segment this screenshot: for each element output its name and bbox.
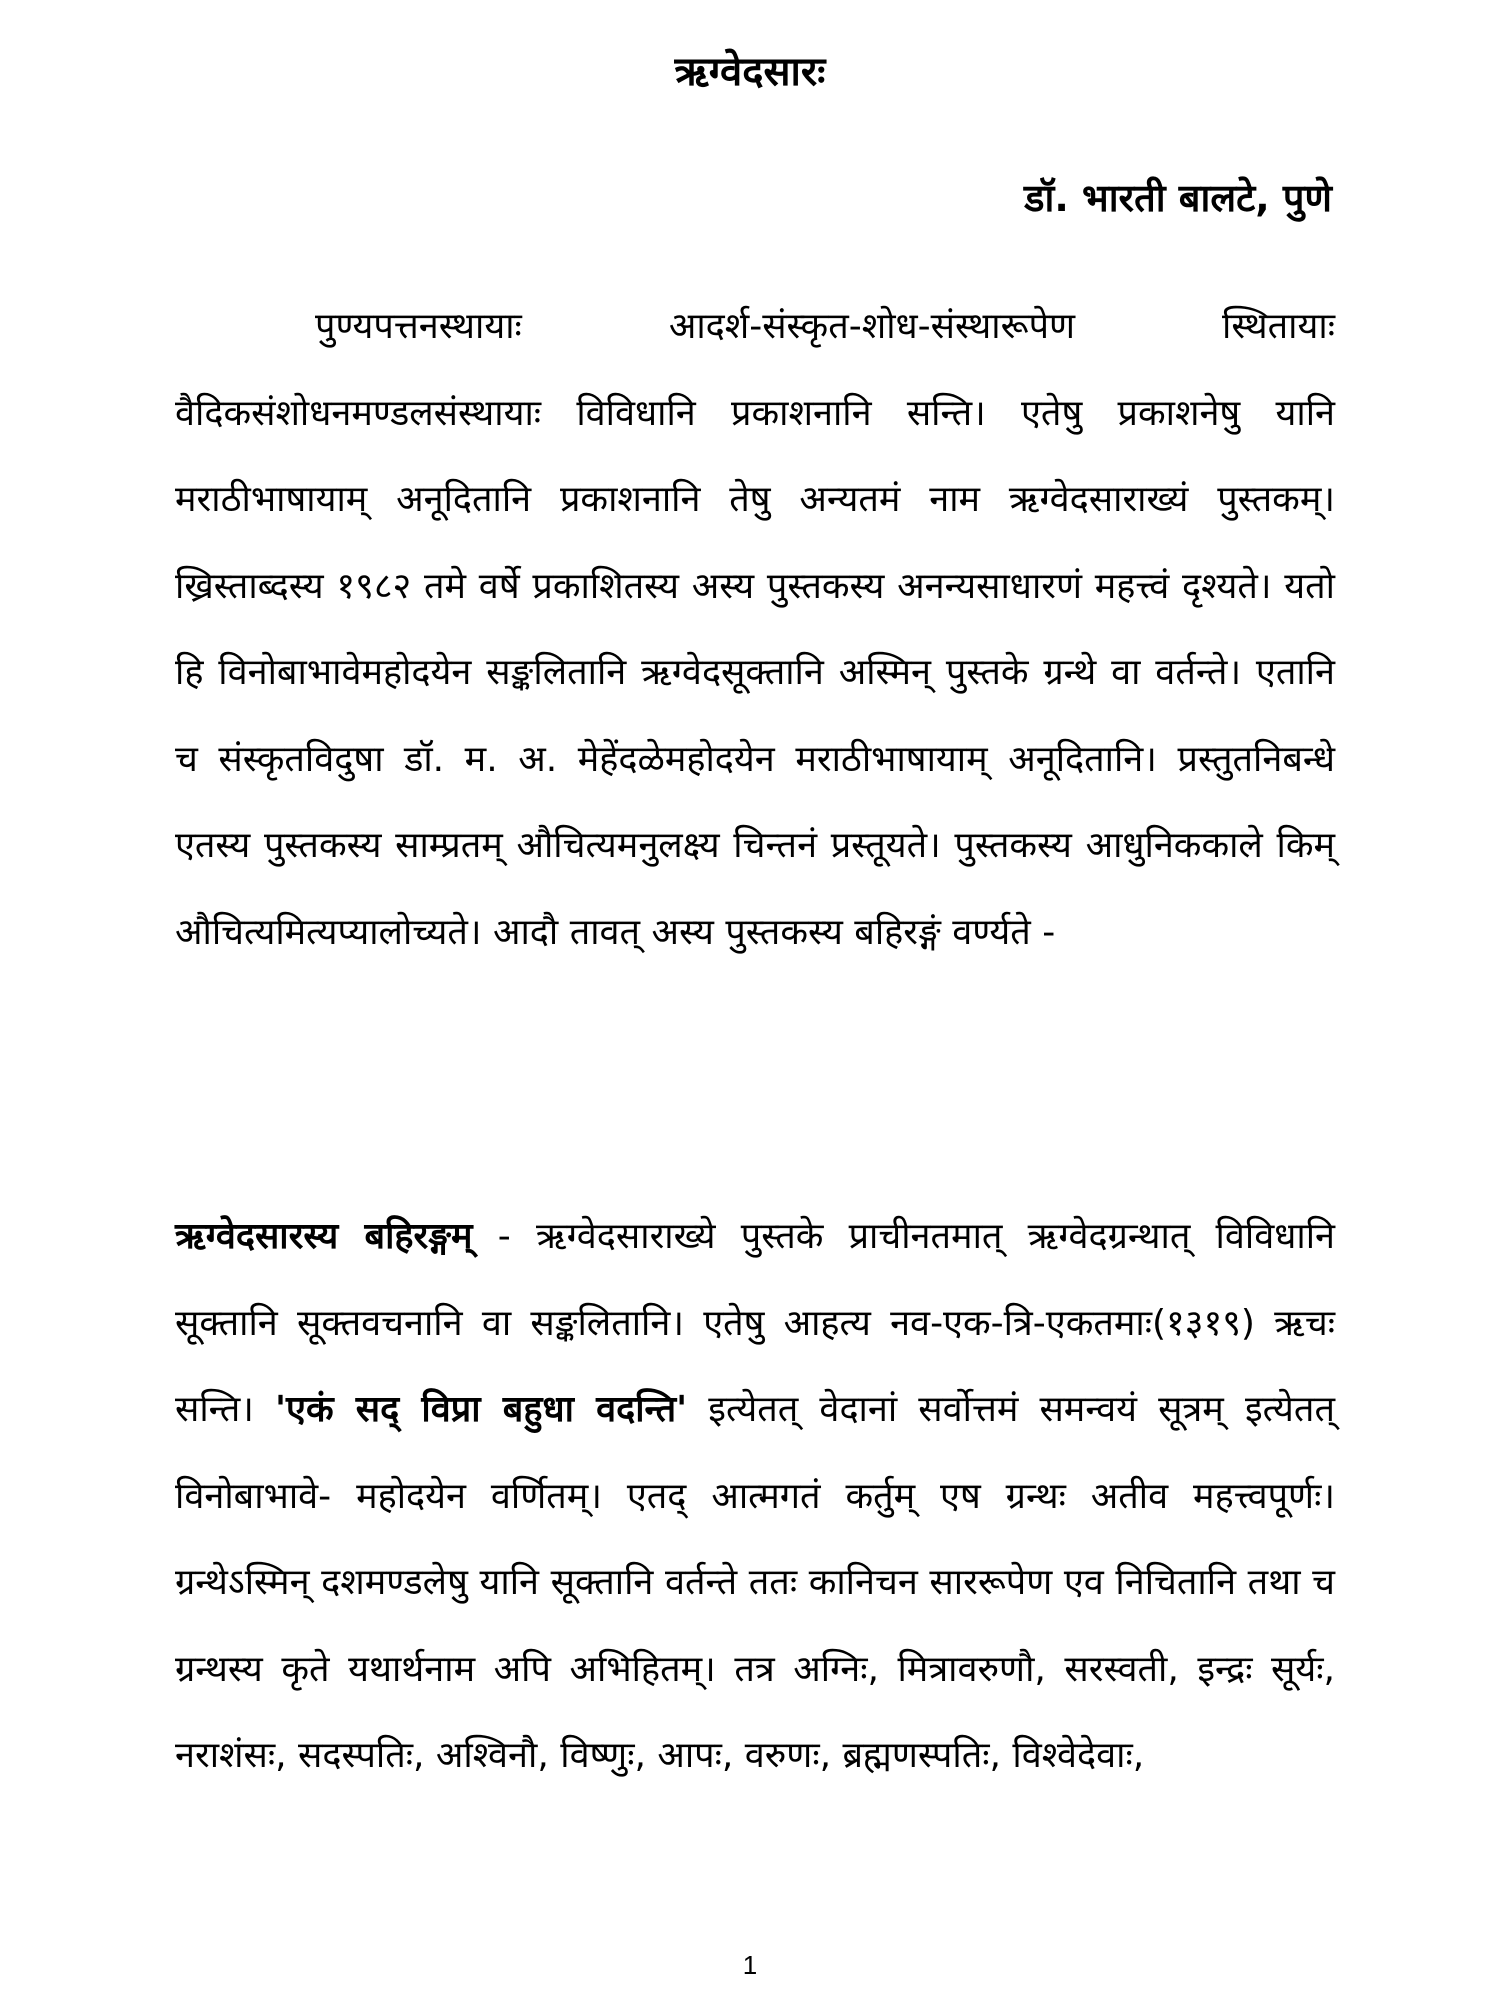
paragraph-text-part-b: इत्येतत् वेदानां सर्वोत्तमं समन्वयं सूत्रम् इत्येतत् विनोबाभावे- महोदयेन वर्णितम्। एतद् आत्मगतं कर्तुम् एष ग्रन्थः अतीव महत्त्वपूर्णः। ग्रन्थेऽस्मिन् दशमण्डलेषु यानि सूक्तानि वर्तन्ते ततः कानिचन साररूपेण एव निचितानि तथा च ग्रन्थस्य कृते यथार्थनाम अपि अभिहितम्। तत्र अग्निः, मित्रावरुणौ, सरस्वती, इन्द्रः सूर्यः, नराशंसः, सदस्पतिः, अश्विनौ, विष्णुः, आपः, वरुणः, ब्रह्मणस्पतिः, विश्वेदेवाः, bbox=[175, 1389, 1335, 1776]
document-title: ऋग्वेदसारः bbox=[674, 49, 826, 95]
paragraph-intro: पुण्यपत्तनस्थायाः आदर्श-संस्कृत-शोध-संस्थारूपेण स्थितायाः वैदिकसंशोधनमण्डलसंस्थायाः विविधानि प्रकाशनानि सन्ति। एतेषु प्रकाशनेषु यानि मराठीभाषायाम् अनूदितानि प्रकाशनानि तेषु अन्यतमं नाम ऋग्वेदसाराख्यं पुस्तकम्। ख्रिस्ताब्दस्य १९८२ तमे वर्षे प्रकाशितस्य अस्य पुस्तकस्य अनन्यसाधारणं महत्त्वं दृश्यते। यतो हि विनोबाभावेमहोदयेन सङ्कलितानि ऋग्वेदसूक्तानि अस्मिन् पुस्तके ग्रन्थे वा वर्तन्ते। एतानि च संस्कृतविदुषा डॉ. म. अ. मेहेंदळेमहोदयेन मराठीभाषायाम् अनूदितानि। प्रस्तुतनिबन्धे एतस्य पुस्तकस्य साम्प्रतम् औचित्यमनुलक्ष्य चिन्तनं प्रस्तूयते। पुस्तकस्य आधुनिककाले किम् औचित्यमित्यप्यालोच्यते। आदौ तावत् अस्य पुस्तकस्य बहिरङ्गं वर्ण्यते - bbox=[175, 306, 1335, 953]
paragraph-heading: ऋग्वेदसारस्य बहिरङ्गम् bbox=[175, 1216, 473, 1257]
paragraph-text-part-a: - ऋग्वेदसाराख्ये पुस्तके प्राचीनतमात् ऋग्वेदग्रन्थात् विविधानि सूक्तानि सूक्तवचनानि वा सङ्कलितानि। एतेषु आहत्य नव-एक-त्रि-एकतमाः(१३१९) ऋचः सन्ति। bbox=[175, 1216, 1335, 1430]
paragraph-exterior bbox=[175, 1194, 1335, 1800]
quoted-sutra: 'एकं सद् विप्रा बहुधा वदन्ति' bbox=[275, 1389, 688, 1430]
page-number: 1 bbox=[742, 1950, 758, 1980]
author-line: डॉ. भारती बालटे, पुणे bbox=[1024, 176, 1332, 220]
